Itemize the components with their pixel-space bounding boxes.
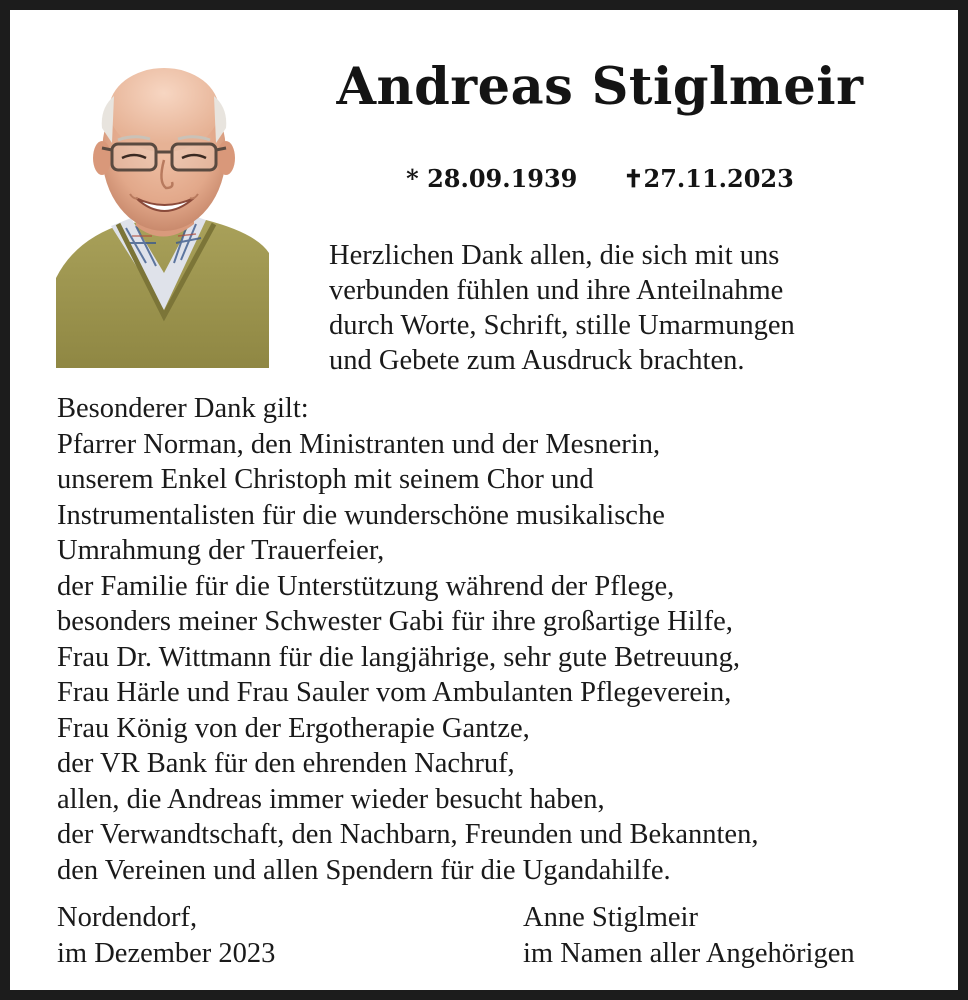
- signature-date: im Dezember 2023: [57, 937, 276, 969]
- special-thanks-line: Frau König von der Ergotherapie Gantze,: [57, 712, 530, 744]
- deceased-name: Andreas Stiglmeir: [336, 57, 864, 117]
- special-thanks-line: der Verwandtschaft, den Nachbarn, Freunden und Bekannten,: [57, 819, 759, 850]
- special-thanks-line: Frau Dr. Wittmann für die langjährige, sehr gute Betreuung,: [57, 641, 740, 673]
- special-thanks-line: allen, die Andreas immer wieder besucht haben,: [57, 783, 605, 815]
- thanks-line: Herzlichen Dank allen, die sich mit uns: [329, 240, 780, 271]
- signature-note: im Namen aller Angehörigen: [523, 937, 855, 969]
- signature-place: Nordendorf,: [57, 902, 198, 933]
- special-thanks-line: Umrahmung der Trauerfeier,: [57, 535, 385, 566]
- signature-place-date: [57, 900, 275, 971]
- thanks-line: durch Worte, Schrift, stille Umarmungen: [329, 310, 795, 341]
- special-thanks-line: unserem Enkel Christoph mit seinem Chor und: [57, 464, 594, 495]
- special-thanks-line: Instrumentalisten für die wunderschöne musikalische: [57, 499, 665, 531]
- special-thanks-line: besonders meiner Schwester Gabi für ihre großartige Hilfe,: [57, 606, 733, 637]
- signature-name: Anne Stiglmeir: [523, 902, 698, 933]
- special-thanks-line: der Familie für die Unterstützung während der Pflege,: [57, 570, 675, 602]
- special-thanks-heading: Besonderer Dank gilt:: [57, 393, 309, 424]
- thanks-paragraph: [329, 238, 949, 378]
- death-date: ✝27.11.2023: [623, 164, 794, 193]
- special-thanks-line: Frau Härle und Frau Sauler vom Ambulanten Pflegeverein,: [57, 677, 732, 708]
- signature-family: [523, 900, 855, 971]
- thanks-line: und Gebete zum Ausdruck brachten.: [329, 345, 745, 376]
- special-thanks-line: Pfarrer Norman, den Ministranten und der Mesnerin,: [57, 428, 661, 460]
- life-dates: [300, 164, 900, 193]
- portrait-photo: [56, 48, 269, 368]
- special-thanks-line: den Vereinen und allen Spendern für die Ugandahilfe.: [57, 854, 671, 886]
- birth-date: * 28.09.1939: [406, 164, 578, 193]
- special-thanks-list: [57, 391, 957, 888]
- special-thanks-line: der VR Bank für den ehrenden Nachruf,: [57, 748, 515, 779]
- thanks-line: verbunden fühlen und ihre Anteilnahme: [329, 275, 784, 306]
